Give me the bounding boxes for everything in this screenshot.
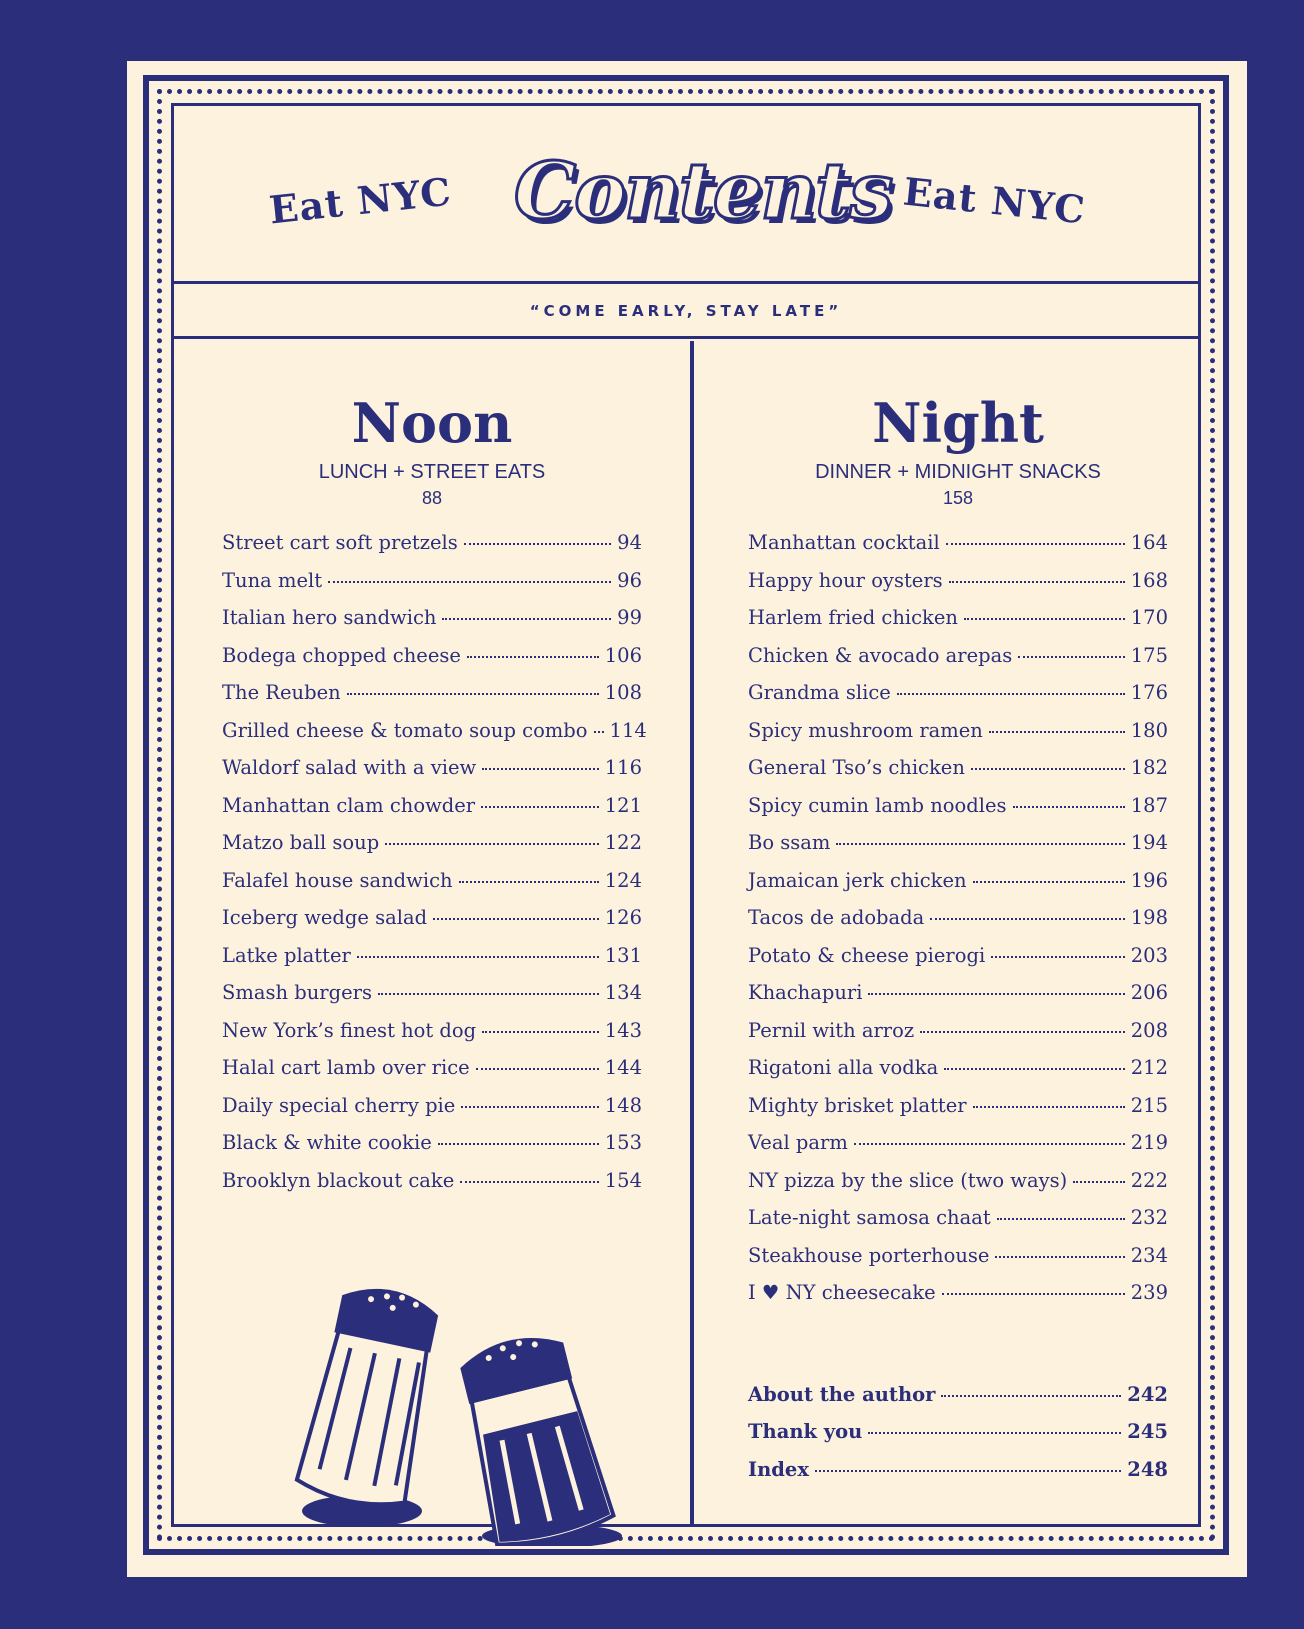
dot-leader <box>328 581 611 583</box>
dot-leader <box>868 993 1124 995</box>
toc-entry-page: 206 <box>1130 981 1168 1004</box>
page-title: Contents <box>514 146 892 237</box>
dot-leader <box>944 1068 1125 1070</box>
toc-entry[interactable] <box>748 981 1168 1019</box>
toc-entry-title: Harlem fried chicken <box>748 606 958 629</box>
dot-leader <box>482 768 599 770</box>
toc-entry-page: 215 <box>1130 1093 1168 1117</box>
dot-leader <box>897 693 1125 695</box>
toc-entry-title: Khachapuri <box>748 981 863 1004</box>
toc-entry-page: 175 <box>1130 643 1168 667</box>
toc-entry-page: 234 <box>1130 1243 1168 1267</box>
night-toc-list <box>748 531 1168 1319</box>
toc-entry[interactable] <box>222 1094 642 1132</box>
toc-entry-page: 222 <box>1130 1168 1168 1192</box>
dot-leader <box>378 993 599 995</box>
toc-entry[interactable] <box>748 1244 1168 1282</box>
toc-entry-page: 144 <box>604 1056 642 1079</box>
toc-entry-title: Late-night samosa chaat <box>748 1206 991 1229</box>
toc-entry-page: 121 <box>604 793 642 817</box>
toc-entry[interactable] <box>222 644 642 682</box>
dot-leader <box>930 918 1124 920</box>
toc-entry-page: 108 <box>604 681 642 704</box>
dot-leader <box>442 618 611 620</box>
dot-leader <box>941 1395 1121 1397</box>
dot-leader <box>973 1106 1125 1108</box>
dot-leader <box>594 731 604 733</box>
toc-entry-title: Thank you <box>748 1420 863 1443</box>
toc-entry-title: Veal parm <box>748 1131 848 1154</box>
toc-entry-title: Latke platter <box>222 943 351 967</box>
toc-entry-page: 194 <box>1130 831 1168 854</box>
dot-leader <box>438 1143 599 1145</box>
toc-entry[interactable] <box>222 756 642 794</box>
toc-entry-page: 196 <box>1130 868 1168 892</box>
toc-entry[interactable] <box>748 531 1168 569</box>
toc-entry-title: Matzo ball soup <box>222 831 380 854</box>
dot-leader <box>815 1470 1121 1472</box>
dot-leader <box>385 843 599 845</box>
toc-entry-title: Italian hero sandwich <box>222 606 437 629</box>
dot-leader <box>997 1218 1125 1220</box>
toc-entry-title: Spicy cumin lamb noodles <box>748 793 1007 817</box>
toc-entry[interactable] <box>748 1458 1168 1496</box>
toc-entry-title: Rigatoni alla vodka <box>748 1056 939 1079</box>
toc-entry-page: 182 <box>1130 756 1168 779</box>
eat-nyc-left: Eat NYC <box>267 168 454 233</box>
right-shaker <box>450 1326 615 1546</box>
night-column <box>748 341 1168 1495</box>
toc-entry[interactable] <box>222 531 642 569</box>
toc-entry-page: 187 <box>1130 793 1168 817</box>
toc-entry[interactable] <box>748 869 1168 907</box>
dot-leader <box>920 1031 1125 1033</box>
dot-leader <box>989 731 1125 733</box>
dot-leader <box>836 843 1124 845</box>
toc-entry[interactable] <box>748 1383 1168 1421</box>
toc-entry[interactable] <box>748 756 1168 794</box>
header <box>174 106 1198 284</box>
toc-entry-title: Brooklyn blackout cake <box>222 1168 455 1192</box>
dot-leader <box>946 543 1125 545</box>
toc-entry-page: 242 <box>1127 1382 1168 1406</box>
dot-leader <box>1018 656 1125 658</box>
toc-entry[interactable] <box>222 906 642 944</box>
toc-entry-title: Bo ssam <box>748 831 831 854</box>
toc-entry[interactable] <box>222 718 647 757</box>
toc-entry-title: Street cart soft pretzels <box>222 531 458 554</box>
outer-border <box>143 75 1229 1555</box>
toc-entry-title: About the author <box>748 1382 936 1406</box>
eat-nyc-right: Eat NYC <box>901 168 1088 233</box>
toc-entry-title: General Tso’s chicken <box>748 756 965 779</box>
toc-entry[interactable] <box>748 1169 1168 1207</box>
dot-leader <box>1013 806 1125 808</box>
dot-leader <box>973 881 1125 883</box>
toc-entry-page: 148 <box>604 1093 642 1117</box>
tagline: “COME EARLY, STAY LATE” <box>529 302 843 320</box>
toc-entry-page: 208 <box>1130 1018 1168 1042</box>
noon-toc-list <box>222 531 647 1206</box>
toc-entry-page: 170 <box>1130 606 1168 629</box>
dot-leader <box>995 1256 1124 1258</box>
toc-entry[interactable] <box>748 1056 1168 1094</box>
dot-leader <box>461 1106 598 1108</box>
toc-entry-page: 134 <box>604 981 642 1004</box>
toc-entry[interactable] <box>222 794 642 832</box>
toc-entry-page: 106 <box>604 643 642 667</box>
toc-entry-title: Grilled cheese & tomato soup combo <box>222 718 588 742</box>
dot-leader <box>347 693 599 695</box>
toc-entry-title: New York’s finest hot dog <box>222 1018 477 1042</box>
toc-entry-title: Tuna melt <box>222 568 323 592</box>
toc-entry[interactable] <box>222 606 642 644</box>
toc-entry[interactable] <box>748 1420 1168 1458</box>
toc-entry[interactable] <box>222 569 642 607</box>
toc-entry[interactable] <box>222 681 642 719</box>
toc-entry-page: 124 <box>604 868 642 892</box>
toc-entry-title: Halal cart lamb over rice <box>222 1056 470 1079</box>
toc-entry[interactable] <box>222 944 642 982</box>
dot-leader <box>1073 1181 1125 1183</box>
toc-entry-title: Manhattan clam chowder <box>222 793 476 817</box>
toc-entry[interactable] <box>748 1094 1168 1132</box>
left-shaker <box>295 1279 447 1512</box>
dot-leader <box>467 656 599 658</box>
toc-entry-page: 198 <box>1130 906 1168 929</box>
dot-leader <box>464 543 611 545</box>
toc-entry-page: 239 <box>1130 1281 1168 1304</box>
toc-entry-page: 164 <box>1130 531 1168 554</box>
toc-entry[interactable] <box>748 1019 1168 1057</box>
toc-entry-page: 114 <box>609 718 647 742</box>
toc-entry-page: 248 <box>1127 1457 1168 1481</box>
toc-entry-page: 99 <box>617 606 642 629</box>
dot-leader <box>481 806 599 808</box>
toc-entry[interactable] <box>748 719 1168 757</box>
toc-entry-page: 180 <box>1130 718 1168 742</box>
toc-entry-title: Happy hour oysters <box>748 568 943 592</box>
toc-entry[interactable] <box>748 906 1168 944</box>
dot-leader <box>357 956 599 958</box>
toc-entry-page: 153 <box>604 1131 642 1154</box>
toc-entry-title: Potato & cheese pierogi <box>748 943 986 967</box>
dot-leader <box>942 1293 1125 1295</box>
noon-title: Noon <box>351 391 513 455</box>
noon-subtitle: LUNCH + STREET EATS <box>318 461 546 483</box>
toc-entry-title: Iceberg wedge salad <box>222 906 428 929</box>
noon-column <box>222 341 647 1206</box>
toc-entry-page: 219 <box>1130 1131 1168 1154</box>
salt-shakers-illustration <box>252 1246 672 1546</box>
toc-entry-page: 176 <box>1130 681 1168 704</box>
toc-entry[interactable] <box>748 944 1168 982</box>
toc-entry-page: 122 <box>604 831 642 854</box>
dot-leader <box>971 768 1125 770</box>
night-title: Night <box>872 391 1044 455</box>
toc-entry[interactable] <box>222 1169 642 1207</box>
toc-entry[interactable] <box>222 831 642 869</box>
toc-entry[interactable] <box>748 1206 1168 1244</box>
toc-entry-page: 116 <box>604 756 642 779</box>
contents-page <box>127 61 1247 1577</box>
toc-entry-title: Bodega chopped cheese <box>222 643 461 667</box>
dot-leader <box>854 1143 1125 1145</box>
toc-entry-title: Spicy mushroom ramen <box>748 718 983 742</box>
dot-leader <box>991 956 1125 958</box>
toc-entry-title: Manhattan cocktail <box>748 531 940 554</box>
noon-page-number: 88 <box>421 488 443 508</box>
toc-entry-page: 96 <box>617 568 642 592</box>
toc-entry[interactable] <box>748 831 1168 869</box>
toc-entry[interactable] <box>222 1131 642 1169</box>
toc-entry-title: Waldorf salad with a view <box>222 756 477 779</box>
toc-entry-page: 126 <box>604 906 642 929</box>
toc-entry[interactable] <box>748 681 1168 719</box>
toc-entry-page: 131 <box>604 943 642 967</box>
dot-leader <box>433 918 599 920</box>
toc-entry-title: Jamaican jerk chicken <box>748 868 967 892</box>
toc-entry-page: 168 <box>1130 568 1168 592</box>
tagline-band <box>174 286 1198 339</box>
dot-leader <box>868 1432 1121 1434</box>
inner-frame <box>171 103 1201 1527</box>
toc-entry[interactable] <box>748 1131 1168 1169</box>
toc-entry-title: Tacos de adobada <box>748 906 925 929</box>
toc-entry-title: Chicken & avocado arepas <box>748 643 1013 667</box>
toc-entry-page: 203 <box>1130 943 1168 967</box>
toc-entry[interactable] <box>222 1019 642 1057</box>
toc-entry-title: Smash burgers <box>222 981 372 1004</box>
dot-leader <box>482 1031 599 1033</box>
toc-entry[interactable] <box>748 1281 1168 1319</box>
toc-entry-title: Black & white cookie <box>222 1131 432 1154</box>
toc-entry-page: 143 <box>604 1018 642 1042</box>
toc-entry-title: Falafel house sandwich <box>222 868 453 892</box>
toc-entry-page: 212 <box>1130 1056 1168 1079</box>
toc-entry[interactable] <box>748 794 1168 832</box>
toc-entry-page: 232 <box>1130 1206 1168 1229</box>
toc-entry-title: Daily special cherry pie <box>222 1093 456 1117</box>
dot-leader <box>460 1181 598 1183</box>
toc-entry-title: Index <box>748 1457 809 1481</box>
toc-entry[interactable] <box>222 981 642 1019</box>
dot-leader <box>476 1068 599 1070</box>
toc-entry-title: NY pizza by the slice (two ways) <box>748 1168 1068 1192</box>
toc-entry-title: Steakhouse porterhouse <box>748 1243 990 1267</box>
dot-leader <box>949 581 1125 583</box>
dot-leader <box>964 618 1125 620</box>
toc-entry-page: 94 <box>617 531 642 554</box>
back-matter-list <box>748 1383 1168 1496</box>
toc-entry-title: Grandma slice <box>748 681 891 704</box>
toc-entry[interactable] <box>748 569 1168 607</box>
toc-entry[interactable] <box>748 644 1168 682</box>
dot-leader <box>459 881 599 883</box>
toc-entry[interactable] <box>748 606 1168 644</box>
toc-entry-page: 245 <box>1127 1420 1168 1443</box>
toc-entry-page: 154 <box>604 1168 642 1192</box>
toc-entry[interactable] <box>222 869 642 907</box>
toc-entry-title: Mighty brisket platter <box>748 1093 967 1117</box>
toc-entry-title: The Reuben <box>222 681 341 704</box>
toc-entry-title: I ♥ NY cheesecake <box>748 1281 936 1304</box>
toc-entry-title: Pernil with arroz <box>748 1018 915 1042</box>
toc-entry[interactable] <box>222 1056 642 1094</box>
night-subtitle: DINNER + MIDNIGHT SNACKS <box>815 461 1101 483</box>
column-divider <box>690 341 694 1524</box>
night-page-number: 158 <box>942 488 974 508</box>
